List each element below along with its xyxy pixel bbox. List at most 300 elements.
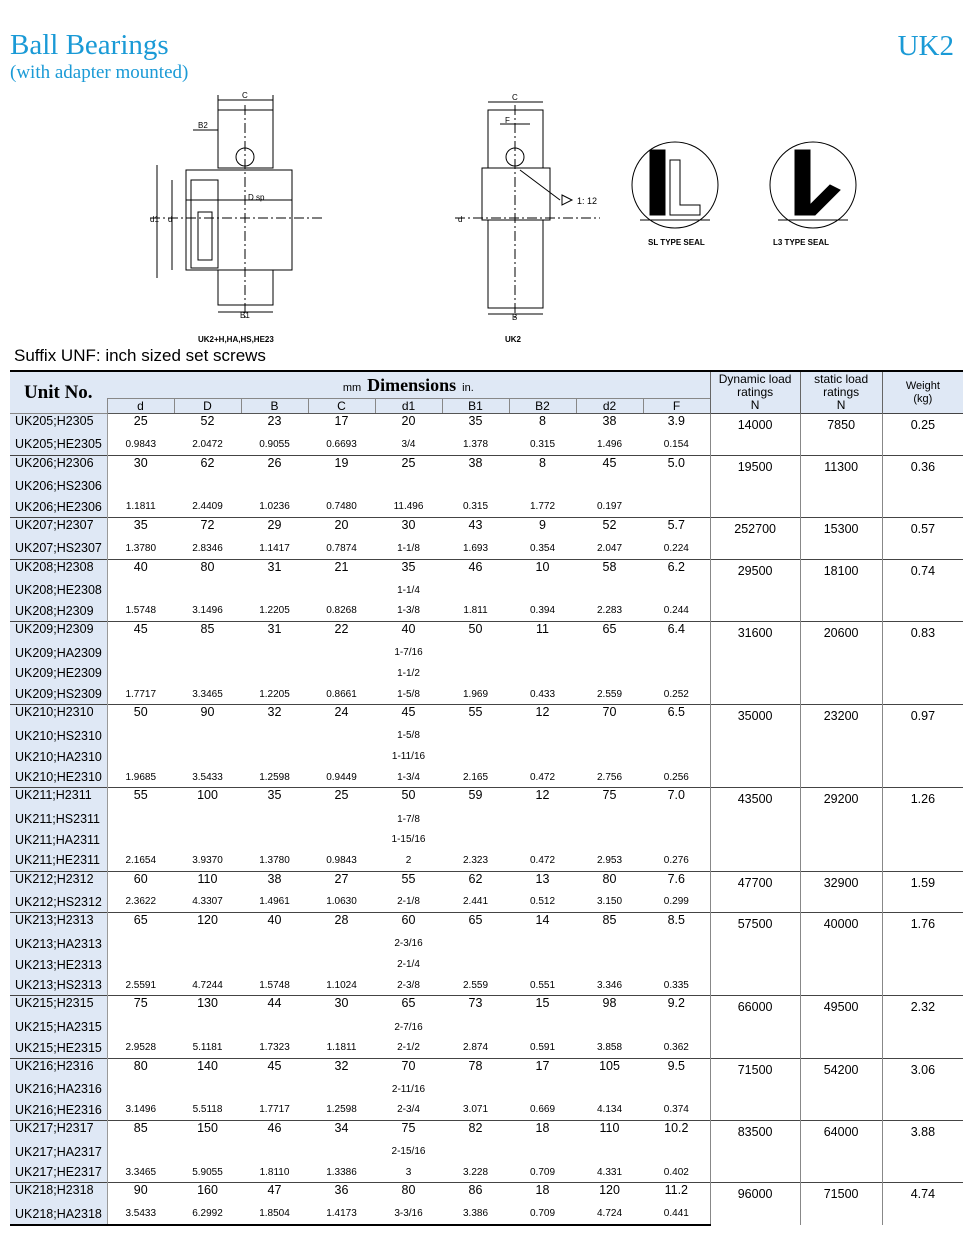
dimension-cell: 22 — [308, 621, 375, 642]
unit-number: UK210;HA2310 — [10, 746, 107, 767]
dimension-cell: 44 — [241, 996, 308, 1017]
dimension-cell: 4.724 — [576, 1204, 643, 1225]
dimension-cell: 3.346 — [596, 979, 623, 991]
adapter-unit-drawing — [150, 95, 325, 320]
dimension-cell: 60 — [107, 871, 174, 892]
dimension-cell: 140 — [174, 1058, 241, 1079]
dimension-cell: 1-15/16 — [391, 834, 426, 846]
unit-number: UK216;H2316 — [10, 1058, 107, 1079]
dimension-cell — [308, 663, 375, 684]
dimension-cell: 40 — [107, 559, 174, 580]
dimension-cell: 0.154 — [663, 438, 689, 450]
dimension-cell: 10.2 — [643, 1121, 710, 1142]
dimension-cell: 2.756 — [596, 771, 623, 783]
dimension-cell: 1.1024 — [326, 979, 357, 991]
dimension-cell — [241, 1017, 308, 1038]
static-load-value: 64000 — [800, 1121, 882, 1183]
dimension-cell: 0.9449 — [326, 771, 357, 783]
dimension-cell — [509, 954, 576, 975]
static-load-value: 54200 — [800, 1058, 882, 1120]
static-load-value: 18100 — [800, 559, 882, 621]
dimension-cell: 5.7 — [643, 517, 710, 538]
dimension-cell: 0.315 — [529, 438, 556, 450]
dimension-cell: 2-11/16 — [391, 1083, 426, 1095]
dimension-cell — [174, 829, 241, 850]
dimension-cell — [509, 809, 576, 830]
dimension-cell: 3/4 — [401, 438, 416, 450]
dimension-cell: 0.433 — [529, 688, 556, 700]
dimension-cell: 2-7/16 — [394, 1021, 423, 1033]
dimension-cell: 19 — [308, 455, 375, 476]
dimension-cell: 5.1181 — [192, 1042, 223, 1054]
dimension-cell — [643, 663, 710, 684]
dimension-cell: 0.276 — [663, 854, 689, 866]
dimension-cell — [576, 642, 643, 663]
dimension-cell: 38 — [241, 871, 308, 892]
unit-number: UK211;HS2311 — [10, 809, 107, 830]
dimension-cell — [643, 1017, 710, 1038]
dimension-cell: 1.772 — [529, 501, 556, 513]
dimension-cell: 1.3780 — [259, 854, 290, 866]
l3-seal-drawing — [770, 142, 856, 228]
dimension-cell: 3.228 — [462, 1166, 489, 1178]
unit-number: UK212;HS2312 — [10, 892, 107, 913]
dimension-cell: 0.551 — [529, 979, 556, 991]
dimension-cell — [509, 642, 576, 663]
unit-number: UK212;H2312 — [10, 871, 107, 892]
table-row — [10, 621, 963, 642]
dimension-cell: 2.283 — [596, 605, 623, 617]
dimension-cell: 8 — [509, 414, 576, 435]
dimension-cell — [107, 1141, 174, 1162]
dimension-cell: 25 — [308, 788, 375, 809]
dimension-cell: 5.9055 — [192, 1166, 223, 1178]
table-row — [10, 871, 963, 892]
dimension-cell — [174, 476, 241, 497]
dimension-cell — [241, 933, 308, 954]
unit-number: UK215;HA2315 — [10, 1017, 107, 1038]
dimension-cell: 1-3/4 — [397, 771, 420, 783]
dimension-cell: 0.299 — [663, 896, 689, 908]
dimension-cell: 105 — [576, 1058, 643, 1079]
dimension-cell — [308, 725, 375, 746]
dimension-cell — [308, 954, 375, 975]
dimension-cell: 40 — [375, 621, 442, 642]
dimension-cell — [442, 809, 509, 830]
dimension-cell — [174, 642, 241, 663]
dimension-cell: 30 — [375, 517, 442, 538]
dimension-cell — [576, 954, 643, 975]
dynamic-load-value: 14000 — [710, 414, 800, 456]
dimension-cell: 80 — [375, 1183, 442, 1204]
unit-number: UK213;HA2313 — [10, 933, 107, 954]
dimension-cell: 0.374 — [663, 1104, 689, 1116]
dimension-cell: 1.2598 — [326, 1104, 357, 1116]
weight-value: 2.32 — [882, 996, 963, 1058]
dimension-cell: 27 — [308, 871, 375, 892]
dimension-cell: 2.441 — [462, 896, 489, 908]
dimension-cell: 1.3780 — [125, 542, 157, 554]
unit-number: UK208;H2308 — [10, 559, 107, 580]
unit-number: UK211;HA2311 — [10, 829, 107, 850]
dimension-cell: 29 — [241, 517, 308, 538]
weight-value: 0.74 — [882, 559, 963, 621]
dimension-cell: 7.0 — [643, 788, 710, 809]
dimension-cell — [308, 642, 375, 663]
dimension-cell: 1.969 — [462, 688, 489, 700]
dimension-cell: 1-7/8 — [397, 813, 420, 825]
dimension-cell — [509, 663, 576, 684]
dimension-cell: 45 — [375, 705, 442, 726]
dimension-cell: 0.472 — [529, 854, 556, 866]
dimension-cell: 2.9528 — [125, 1042, 157, 1054]
static-load-value: 40000 — [800, 913, 882, 996]
dimension-cell: 50 — [107, 705, 174, 726]
dimension-cell: 90 — [174, 705, 241, 726]
dimension-cell — [509, 933, 576, 954]
dimension-cell — [643, 476, 710, 497]
dimension-cell: 52 — [576, 517, 643, 538]
unit-number: UK209;H2309 — [10, 621, 107, 642]
dimension-cell: 1.2205 — [259, 688, 290, 700]
dimension-cell: 1.3386 — [326, 1166, 357, 1178]
unit-number: UK217;H2317 — [10, 1121, 107, 1142]
dimension-cell — [241, 642, 308, 663]
dimension-cell: 5.5118 — [192, 1104, 223, 1116]
dynamic-load-value: 57500 — [710, 913, 800, 996]
dimension-cell — [107, 663, 174, 684]
dimension-cell: 0.244 — [663, 605, 689, 617]
dimension-cell — [442, 663, 509, 684]
dimension-cell — [308, 1079, 375, 1100]
dimension-cell: 75 — [107, 996, 174, 1017]
page-subtitle: (with adapter mounted) — [10, 62, 189, 83]
dimension-cell — [643, 933, 710, 954]
dimension-cell — [174, 1079, 241, 1100]
dimension-cell: 47 — [241, 1183, 308, 1204]
table-row — [10, 788, 963, 809]
table-row — [10, 455, 963, 476]
unit-number: UK209;HS2309 — [10, 684, 107, 705]
dimension-cell: 32 — [241, 705, 308, 726]
static-load-value: 20600 — [800, 621, 882, 704]
seal1-caption: SL TYPE SEAL — [648, 238, 705, 247]
dimension-cell: 160 — [174, 1183, 241, 1204]
dimension-cell — [643, 829, 710, 850]
dimension-cell — [643, 1141, 710, 1162]
weight-value: 3.88 — [882, 1121, 963, 1183]
dimension-cell: 18 — [509, 1183, 576, 1204]
dimension-cell: 82 — [442, 1121, 509, 1142]
dimension-cell: 1.693 — [462, 542, 489, 554]
dimension-cell: 73 — [442, 996, 509, 1017]
dimension-cell: 2.047 — [596, 542, 623, 554]
dimension-cell — [643, 746, 710, 767]
dimension-cell — [643, 497, 710, 518]
dimension-cell — [174, 1141, 241, 1162]
dimension-cell: 31 — [241, 621, 308, 642]
dimension-cell: 2.8346 — [192, 542, 223, 554]
dimension-cell — [576, 476, 643, 497]
dimension-cell: 2-3/16 — [394, 938, 423, 950]
dimension-cell — [576, 933, 643, 954]
unit-number: UK208;H2309 — [10, 601, 107, 622]
column-header: d1 — [375, 399, 442, 414]
dimension-cell: 3 — [405, 1166, 412, 1178]
dynamic-load-value: 19500 — [710, 455, 800, 517]
dimension-cell: 1.378 — [462, 438, 489, 450]
dimension-cell: 0.315 — [462, 501, 489, 513]
dimension-cell: 45 — [241, 1058, 308, 1079]
dimension-cell: 3.071 — [462, 1104, 489, 1116]
dimension-cell: 10 — [509, 559, 576, 580]
dimension-cell: 3.386 — [442, 1204, 509, 1225]
dimension-cell: 1.2205 — [259, 605, 290, 617]
dimension-cell: 9.2 — [643, 996, 710, 1017]
dimension-cell: 35 — [107, 517, 174, 538]
dimension-cell: 45 — [576, 455, 643, 476]
dimension-cell: 2.559 — [462, 979, 489, 991]
dimension-cell — [308, 476, 375, 497]
dimension-cell — [509, 725, 576, 746]
dim-label-d: d — [168, 215, 173, 224]
dimension-cell: 0.197 — [596, 501, 623, 513]
static-load-value: 32900 — [800, 871, 882, 913]
dimension-cell: 0.8268 — [326, 605, 357, 617]
dimension-cell: 2.953 — [596, 854, 623, 866]
dimension-cell — [509, 1141, 576, 1162]
dimension-cell: 14 — [509, 913, 576, 934]
dimension-cell: 70 — [576, 705, 643, 726]
dimension-cell — [174, 725, 241, 746]
dimension-cell: 2.5591 — [125, 979, 157, 991]
dimension-cell — [576, 809, 643, 830]
dimension-cell: 8.5 — [643, 913, 710, 934]
weight-value: 0.97 — [882, 705, 963, 788]
dimension-cell: 0.402 — [663, 1166, 689, 1178]
weight-header: Weight (kg) — [882, 371, 963, 414]
middle-caption: UK2 — [505, 335, 522, 344]
unit-number: UK207;H2307 — [10, 517, 107, 538]
unit-number: UK216;HA2316 — [10, 1079, 107, 1100]
dimension-cell: 11.2 — [643, 1183, 710, 1204]
dynamic-load-value: 29500 — [710, 559, 800, 621]
dimension-cell: 0.6693 — [326, 438, 357, 450]
dim-label-f: F — [505, 116, 510, 125]
dimension-cell: 3.5433 — [192, 771, 223, 783]
dimension-cell: 34 — [308, 1121, 375, 1142]
dimension-cell: 50 — [375, 788, 442, 809]
dimension-cell — [509, 746, 576, 767]
dimension-cell: 4.3307 — [192, 896, 223, 908]
dimension-cell: 59 — [442, 788, 509, 809]
dimension-cell — [509, 1079, 576, 1100]
unit-number: UK213;HE2313 — [10, 954, 107, 975]
dimension-cell — [442, 1141, 509, 1162]
dimension-cell: 46 — [442, 559, 509, 580]
dimension-cell: 35 — [241, 788, 308, 809]
dimension-cell: 52 — [174, 414, 241, 435]
dimension-cell: 80 — [174, 559, 241, 580]
dimension-cell — [509, 580, 576, 601]
dimension-cell: 2-3/4 — [397, 1104, 420, 1116]
dimension-cell: 0.7874 — [326, 542, 357, 554]
dimension-cell — [241, 829, 308, 850]
dimension-cell — [442, 476, 509, 497]
dimension-cell: 3.3465 — [125, 1166, 157, 1178]
dimension-cell: 2.165 — [462, 771, 489, 783]
dimension-cell — [241, 746, 308, 767]
dimension-cell: 0.8661 — [326, 688, 357, 700]
dimension-cell: 85 — [576, 913, 643, 934]
weight-value: 4.74 — [882, 1183, 963, 1225]
dimension-cell — [442, 725, 509, 746]
dimension-cell: 2 — [405, 854, 412, 866]
dimension-cell: 50 — [442, 621, 509, 642]
dimension-cell: 5.0 — [643, 455, 710, 476]
dimension-cell — [241, 580, 308, 601]
dimension-cell — [174, 954, 241, 975]
unit-number: UK213;H2313 — [10, 913, 107, 934]
dimension-cell — [576, 663, 643, 684]
dimension-cell: 24 — [308, 705, 375, 726]
dimension-cell: 78 — [442, 1058, 509, 1079]
dim-label-d-uk2: d — [458, 215, 463, 224]
dim-label-dsp: D sp — [248, 193, 265, 202]
dimension-cell: 1.4173 — [308, 1204, 375, 1225]
dimension-cell: 3.150 — [596, 896, 623, 908]
table-row — [10, 996, 963, 1017]
dimension-cell — [107, 746, 174, 767]
taper-label: 1: 12 — [577, 196, 598, 206]
dimension-cell: 1.0630 — [326, 896, 357, 908]
dimension-cell: 38 — [442, 455, 509, 476]
dimension-cell — [576, 746, 643, 767]
dimension-cell — [107, 1079, 174, 1100]
dimension-cell: 0.394 — [529, 605, 556, 617]
static-load-value: 71500 — [800, 1183, 882, 1225]
dimension-cell: 6.4 — [643, 621, 710, 642]
dimension-cell — [241, 476, 308, 497]
dimension-cell: 65 — [375, 996, 442, 1017]
dimension-cell — [241, 1079, 308, 1100]
dimension-cell: 28 — [308, 913, 375, 934]
dimension-cell — [107, 725, 174, 746]
unit-number: UK216;HE2316 — [10, 1100, 107, 1121]
dimension-cell: 75 — [576, 788, 643, 809]
dimension-cell — [241, 954, 308, 975]
dimension-cell: 2.3622 — [125, 896, 157, 908]
dimension-cell: 58 — [576, 559, 643, 580]
dimension-cell: 65 — [442, 913, 509, 934]
dimension-cell: 80 — [107, 1058, 174, 1079]
dimension-cell: 120 — [174, 913, 241, 934]
dynamic-load-value: 66000 — [710, 996, 800, 1058]
dimension-cell: 32 — [308, 1058, 375, 1079]
dimension-cell: 25 — [107, 414, 174, 435]
dynamic-load-value: 96000 — [710, 1183, 800, 1225]
table-row — [10, 1121, 963, 1142]
unit-number: UK210;HE2310 — [10, 767, 107, 788]
column-header: d2 — [576, 399, 643, 414]
dim-label-b2: B2 — [198, 121, 208, 130]
dimension-cell: 0.441 — [643, 1204, 710, 1225]
dimension-cell: 85 — [174, 621, 241, 642]
dimension-cell: 2.1654 — [125, 854, 157, 866]
dimension-cell: 2-3/8 — [397, 979, 420, 991]
dimension-cell: 0.335 — [663, 979, 689, 991]
dimension-cell — [643, 580, 710, 601]
dimension-cell — [107, 642, 174, 663]
static-load-value: 15300 — [800, 517, 882, 559]
dimension-cell — [241, 725, 308, 746]
dimension-cell: 0.472 — [529, 771, 556, 783]
unit-number: UK206;HS2306 — [10, 476, 107, 497]
dimension-cell: 25 — [375, 455, 442, 476]
dimension-cell: 2-1/8 — [397, 896, 420, 908]
dimension-cell — [509, 476, 576, 497]
unit-number: UK209;HE2309 — [10, 663, 107, 684]
dimension-cell: 21 — [308, 559, 375, 580]
dimension-cell: 3.3465 — [192, 688, 223, 700]
dim-label-c2: C — [512, 93, 518, 102]
dimension-cell: 3-3/16 — [375, 1204, 442, 1225]
dynamic-load-value: 71500 — [710, 1058, 800, 1120]
dimension-cell: 3.858 — [596, 1042, 623, 1054]
dimension-cell: 30 — [308, 996, 375, 1017]
dimension-cell — [442, 1017, 509, 1038]
dimension-cell: 20 — [375, 414, 442, 435]
dimension-cell: 1-1/2 — [397, 667, 420, 679]
dimension-cell: 55 — [107, 788, 174, 809]
dimension-cell: 0.669 — [529, 1104, 556, 1116]
dimension-cell: 2-1/2 — [397, 1042, 420, 1054]
dimension-cell: 55 — [442, 705, 509, 726]
table-row — [10, 559, 963, 580]
unit-number: UK209;HA2309 — [10, 642, 107, 663]
column-header: B — [241, 399, 308, 414]
dimension-cell: 3.1496 — [192, 605, 223, 617]
dimension-cell: 4.7244 — [192, 979, 223, 991]
dimension-cell: 1.1417 — [259, 542, 290, 554]
dimension-cell: 15 — [509, 996, 576, 1017]
dimension-cell: 1.496 — [596, 438, 623, 450]
dimension-cell: 1.811 — [463, 605, 488, 617]
dimension-cell: 36 — [308, 1183, 375, 1204]
dimension-cell: 9.5 — [643, 1058, 710, 1079]
column-header: B2 — [509, 399, 576, 414]
dimension-cell: 3.1496 — [125, 1104, 157, 1116]
dimension-cell: 45 — [107, 621, 174, 642]
dimension-cell: 7.6 — [643, 871, 710, 892]
dimension-cell: 1.8110 — [259, 1166, 290, 1178]
static-load-header: static load ratings N — [800, 371, 882, 414]
dimensions-table — [10, 370, 963, 1226]
dimension-cell — [174, 580, 241, 601]
static-load-value: 23200 — [800, 705, 882, 788]
dimension-cell: 1.7717 — [125, 688, 157, 700]
dimension-cell: 1-11/16 — [391, 751, 426, 763]
column-header: d — [107, 399, 174, 414]
dimension-cell — [174, 1017, 241, 1038]
dimension-cell: 0.9055 — [259, 438, 290, 450]
weight-value: 0.57 — [882, 517, 963, 559]
dynamic-load-value: 47700 — [710, 871, 800, 913]
dimension-cell: 1.0236 — [259, 501, 290, 513]
table-row — [10, 1183, 963, 1204]
dimension-cell: 75 — [375, 1121, 442, 1142]
dimension-cell: 85 — [107, 1121, 174, 1142]
